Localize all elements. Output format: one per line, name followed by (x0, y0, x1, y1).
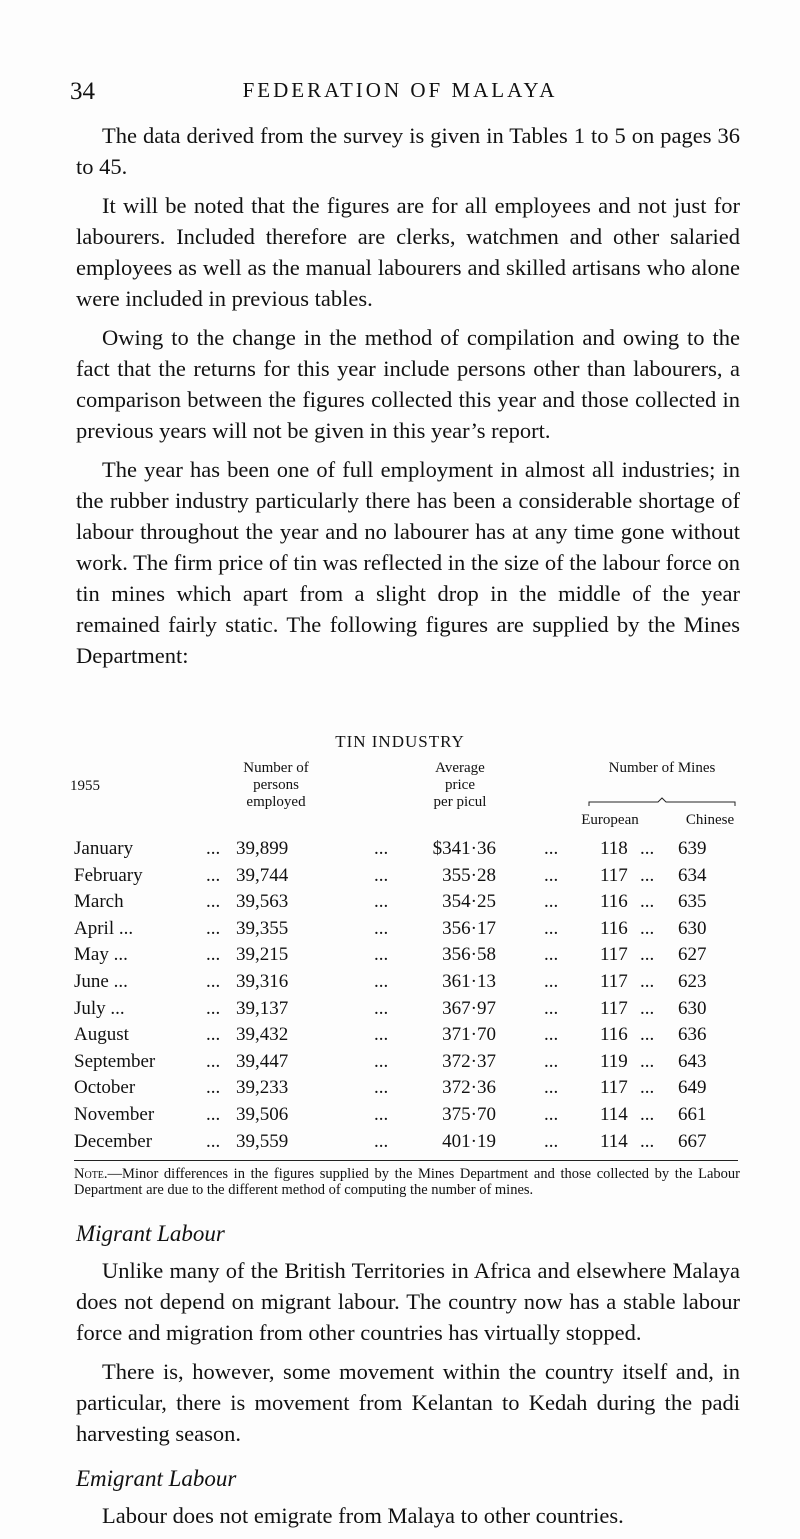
chinese-cell: 635 (678, 891, 707, 913)
leader-dots: ... (544, 1104, 559, 1125)
leader-dots: ... (206, 1077, 221, 1099)
leader-dots: ... (544, 1050, 559, 1072)
persons-cell: 39,355 (236, 917, 289, 939)
leader-dots: ... (640, 838, 655, 859)
leader-dots: ... (206, 838, 221, 859)
leader-dots: ... (374, 1130, 389, 1152)
paragraph: The year has been one of full employment in almost all industries; in the rubber industry particularly there has been a considerable shortage of labour throughout the year and no labourer has at any time gone without work. The firm price of tin was reflected in the size of the labour force on tin mines which apart from a slight drop in the middle of the year remained fairly static. The following figures are supplied by the Mines Department: (76, 457, 740, 668)
leader-dots: ... (206, 971, 221, 992)
price-cell: 354·25 (442, 891, 496, 913)
table-row (0, 971, 800, 993)
month-cell: February (74, 864, 143, 886)
paragraph: Unlike many of the British Territories in Africa and elsewhere Malaya does not depend on migrant labour. The country now has a stable labour force and migration from other countries has virtually stopped. (76, 1258, 740, 1345)
leader-dots: ... (544, 891, 559, 913)
price-cell: 367·97 (442, 997, 496, 1019)
price-cell: 401·19 (442, 1130, 496, 1152)
month-cell: March (74, 891, 124, 913)
chinese-cell: 627 (678, 944, 707, 966)
leader-dots: ... (374, 1024, 389, 1046)
table-row (0, 998, 800, 1020)
price-cell: 355·28 (442, 864, 496, 886)
paragraph: Labour does not emigrate from Malaya to other countries. (102, 1503, 624, 1528)
european-cell: 118 (600, 838, 628, 859)
brace-icon (588, 797, 736, 807)
persons-cell: 39,559 (236, 1130, 289, 1152)
table-row (0, 944, 800, 966)
leader-dots: ... (544, 971, 559, 992)
leader-dots: ... (544, 1024, 559, 1046)
migrant-section (76, 1218, 740, 1457)
leader-dots: ... (544, 864, 559, 886)
mines-header: Number of Mines (608, 760, 716, 776)
leader-dots: ... (640, 1024, 655, 1046)
paragraph: The data derived from the survey is given in Tables 1 to 5 on pages 36 to 45. (76, 123, 740, 179)
leader-dots: ... (374, 838, 389, 859)
chinese-cell: 661 (678, 1104, 707, 1125)
chinese-cell: 667 (678, 1130, 707, 1152)
section-title: Migrant Labour (76, 1221, 225, 1246)
european-cell: 117 (600, 864, 628, 886)
leader-dots: ... (640, 1077, 655, 1099)
leader-dots: ... (374, 891, 389, 913)
persons-cell: 39,744 (236, 864, 289, 886)
paragraph: It will be noted that the figures are for all employees and not just for labourers. Included therefore are clerks, watchmen and other salaried employees as well as the manual labourers and skilled artisans who alone were included in previous tables. (76, 193, 740, 311)
persons-cell: 39,563 (236, 891, 289, 913)
table-row (0, 1131, 800, 1153)
chinese-cell: 630 (678, 997, 707, 1019)
table-title: TIN INDUSTRY (335, 732, 465, 751)
leader-dots: ... (206, 917, 221, 939)
price-cell: 375·70 (442, 1104, 496, 1125)
leader-dots: ... (374, 997, 389, 1019)
page-number: 34 (70, 78, 95, 105)
price-cell: 372·37 (442, 1050, 496, 1072)
price-cell: $341·36 (432, 838, 496, 859)
leader-dots: ... (374, 1077, 389, 1099)
persons-cell: 39,432 (236, 1024, 289, 1046)
persons-cell: 39,137 (236, 997, 289, 1019)
price-cell: 356·17 (442, 917, 496, 939)
chinese-cell: 639 (678, 838, 707, 859)
leader-dots: ... (640, 1050, 655, 1072)
price-cell: 361·13 (442, 971, 496, 992)
table-row (0, 918, 800, 940)
chinese-cell: 630 (678, 917, 707, 939)
european-cell: 114 (600, 1130, 628, 1152)
leader-dots: ... (206, 1050, 221, 1072)
month-cell: July ... (74, 997, 125, 1019)
persons-header: Number of persons employed (243, 760, 309, 810)
table-rule (74, 1160, 738, 1161)
leader-dots: ... (374, 917, 389, 939)
leader-dots: ... (374, 944, 389, 966)
european-cell: 119 (600, 1050, 628, 1072)
leader-dots: ... (544, 838, 559, 859)
european-cell: 117 (600, 1077, 628, 1099)
european-cell: 117 (600, 971, 628, 992)
leader-dots: ... (640, 997, 655, 1019)
month-cell: January (74, 838, 134, 859)
emigrant-section (76, 1463, 740, 1539)
chinese-cell: 643 (678, 1050, 707, 1072)
table-row (0, 891, 800, 913)
leader-dots: ... (206, 944, 221, 966)
table-row (0, 865, 800, 887)
leader-dots: ... (544, 1077, 559, 1099)
month-cell: September (74, 1050, 156, 1072)
paragraph: There is, however, some movement within the country itself and, in particular, there is movement from Kelantan to Kedah during the padi harvesting season. (76, 1359, 740, 1446)
european-cell: 116 (600, 891, 628, 913)
european-cell: 117 (600, 944, 628, 966)
table-note: Note.—Minor differences in the figures supplied by the Mines Department and those collected by the Labour Department are due to the different method of computing the number of mines. (74, 1166, 740, 1198)
leader-dots: ... (640, 864, 655, 886)
running-title: FEDERATION OF MALAYA (242, 78, 558, 102)
leader-dots: ... (640, 1104, 655, 1125)
leader-dots: ... (206, 864, 221, 886)
persons-cell: 39,316 (236, 971, 289, 992)
table-row (0, 1104, 800, 1126)
month-cell: June ... (74, 971, 128, 992)
leader-dots: ... (374, 1104, 389, 1125)
persons-cell: 39,447 (236, 1050, 289, 1072)
european-header: European (581, 812, 639, 828)
chinese-cell: 634 (678, 864, 707, 886)
table-row (0, 1077, 800, 1099)
price-cell: 372·36 (442, 1077, 496, 1099)
table-row (0, 1024, 800, 1046)
persons-cell: 39,506 (236, 1104, 289, 1125)
leader-dots: ... (640, 944, 655, 966)
price-header: Average price per picul (433, 760, 487, 810)
european-cell: 116 (600, 917, 628, 939)
table-row (0, 1051, 800, 1073)
leader-dots: ... (374, 971, 389, 992)
leader-dots: ... (544, 997, 559, 1019)
price-cell: 371·70 (442, 1024, 496, 1046)
persons-cell: 39,899 (236, 838, 289, 859)
leader-dots: ... (640, 1130, 655, 1152)
intro-text (76, 120, 740, 679)
chinese-cell: 636 (678, 1024, 707, 1046)
leader-dots: ... (544, 1130, 559, 1152)
leader-dots: ... (640, 917, 655, 939)
month-cell: August (74, 1024, 129, 1046)
leader-dots: ... (206, 891, 221, 913)
persons-cell: 39,233 (236, 1077, 289, 1099)
leader-dots: ... (206, 1024, 221, 1046)
leader-dots: ... (206, 997, 221, 1019)
leader-dots: ... (640, 971, 655, 992)
european-cell: 117 (600, 997, 628, 1019)
month-cell: April ... (74, 917, 134, 939)
month-cell: November (74, 1104, 155, 1125)
paragraph: Owing to the change in the method of compilation and owing to the fact that the returns for this year include persons other than labourers, a comparison between the figures collected this year and those collected in previous years will not be given in this year’s report. (76, 325, 740, 443)
leader-dots: ... (544, 944, 559, 966)
year-header: 1955 (70, 778, 100, 794)
price-cell: 356·58 (442, 944, 496, 966)
chinese-header: Chinese (685, 812, 735, 828)
month-cell: December (74, 1130, 153, 1152)
leader-dots: ... (374, 864, 389, 886)
leader-dots: ... (206, 1104, 221, 1125)
section-title: Emigrant Labour (76, 1466, 237, 1491)
persons-cell: 39,215 (236, 944, 289, 966)
leader-dots: ... (374, 1050, 389, 1072)
month-cell: May ... (74, 944, 128, 966)
leader-dots: ... (206, 1130, 221, 1152)
month-cell: October (74, 1077, 136, 1099)
chinese-cell: 623 (678, 971, 707, 992)
european-cell: 116 (600, 1024, 628, 1046)
chinese-cell: 649 (678, 1077, 707, 1099)
leader-dots: ... (640, 891, 655, 913)
european-cell: 114 (600, 1104, 628, 1125)
table-row (0, 838, 800, 860)
leader-dots: ... (544, 917, 559, 939)
